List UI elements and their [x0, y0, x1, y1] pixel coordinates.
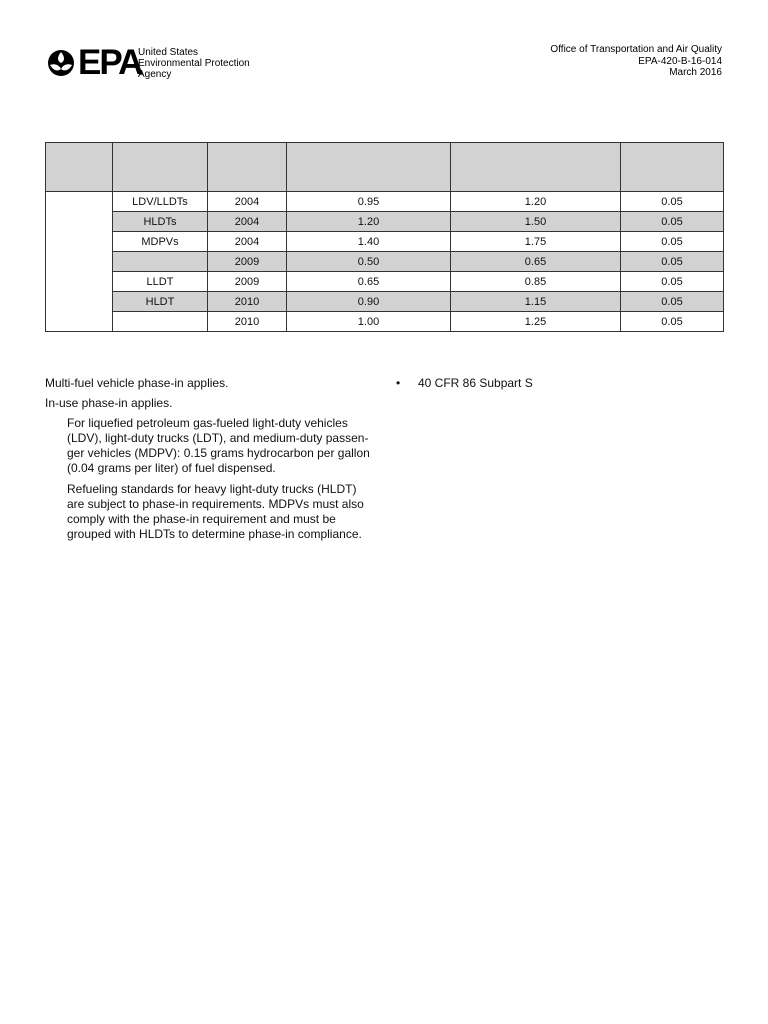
table-row: [46, 192, 724, 212]
table-cell: 2004: [208, 192, 287, 212]
document-info: [550, 44, 722, 79]
note-paragraph: For liquefied petroleum gas-fueled light-duty vehicles (LDV), light-duty trucks (LDT), and medium-duty passen-ger vehicles (MDPV): 0.15 grams hydrocarbon per gallon (0.04 grams per liter) of fuel dispensed.: [67, 416, 370, 475]
table-cell: 1.75: [451, 232, 621, 252]
table-cell: 1.15: [451, 292, 621, 312]
table-header-cell: [287, 143, 451, 192]
note-line: In-use phase-in applies.: [45, 396, 173, 410]
table-cell: 0.90: [287, 292, 451, 312]
table-cell: 0.05: [621, 212, 724, 232]
table-cell: 2004: [208, 212, 287, 232]
table-header-cell: [621, 143, 724, 192]
bullet-icon: •: [396, 376, 401, 390]
table-cell: HLDTs: [113, 212, 208, 232]
table-row: [46, 232, 724, 252]
table-cell: MDPVs: [113, 232, 208, 252]
table-header-cell: [113, 143, 208, 192]
table-cell: 0.05: [621, 232, 724, 252]
table-header-row: [46, 143, 724, 192]
table-cell: 0.05: [621, 192, 724, 212]
note-paragraph: Refueling standards for heavy light-duty trucks (HLDT) are subject to phase-in requirements. MDPVs must also comply with the phase-in requirement and must be grouped with HLDTs to determine phase-in compliance.: [67, 482, 364, 541]
table-cell: [113, 252, 208, 272]
table-row: [46, 312, 724, 332]
office-name: Office of Transportation and Air Quality: [550, 44, 722, 55]
refueling-standards-table: [45, 142, 724, 332]
table-header-cell: [451, 143, 621, 192]
table-cell: 1.25: [451, 312, 621, 332]
table-group-cell: [46, 192, 113, 332]
epa-flower-icon: [46, 48, 76, 78]
notes-column: [45, 376, 375, 548]
note-line: Multi-fuel vehicle phase-in applies.: [45, 376, 229, 390]
table-row: [46, 272, 724, 292]
table-cell: LDV/LLDTs: [113, 192, 208, 212]
table-row: [46, 292, 724, 312]
table-cell: 0.05: [621, 272, 724, 292]
table-cell: 2010: [208, 292, 287, 312]
table-cell: 0.50: [287, 252, 451, 272]
table-header-cell: [208, 143, 287, 192]
logo-wordmark: EPA: [78, 43, 142, 82]
agency-line: Agency: [138, 69, 172, 80]
document-date: March 2016: [669, 67, 722, 78]
table-row: [46, 252, 724, 272]
table-cell: 1.00: [287, 312, 451, 332]
table-cell: 1.20: [287, 212, 451, 232]
table-cell: HLDT: [113, 292, 208, 312]
table-cell: 2004: [208, 232, 287, 252]
table-header-cell: [46, 143, 113, 192]
table-cell: 2009: [208, 272, 287, 292]
agency-line: United States: [138, 47, 199, 58]
table-cell: 0.85: [451, 272, 621, 292]
table-cell: 1.20: [451, 192, 621, 212]
agency-name: [138, 47, 268, 80]
table-cell: [113, 312, 208, 332]
table-cell: 1.40: [287, 232, 451, 252]
table-cell: 0.65: [287, 272, 451, 292]
table-cell: 1.50: [451, 212, 621, 232]
references-column: [396, 376, 533, 391]
document-number: EPA-420-B-16-014: [638, 55, 722, 67]
table-row: [46, 212, 724, 232]
table-cell: 0.95: [287, 192, 451, 212]
table-cell: LLDT: [113, 272, 208, 292]
table-cell: 0.05: [621, 292, 724, 312]
agency-line: Environmental Protection: [138, 58, 250, 69]
reference-item: 40 CFR 86 Subpart S: [418, 376, 533, 390]
table-cell: 2009: [208, 252, 287, 272]
table-cell: 0.05: [621, 252, 724, 272]
table-cell: 0.05: [621, 312, 724, 332]
table-cell: 0.65: [451, 252, 621, 272]
table-cell: 2010: [208, 312, 287, 332]
